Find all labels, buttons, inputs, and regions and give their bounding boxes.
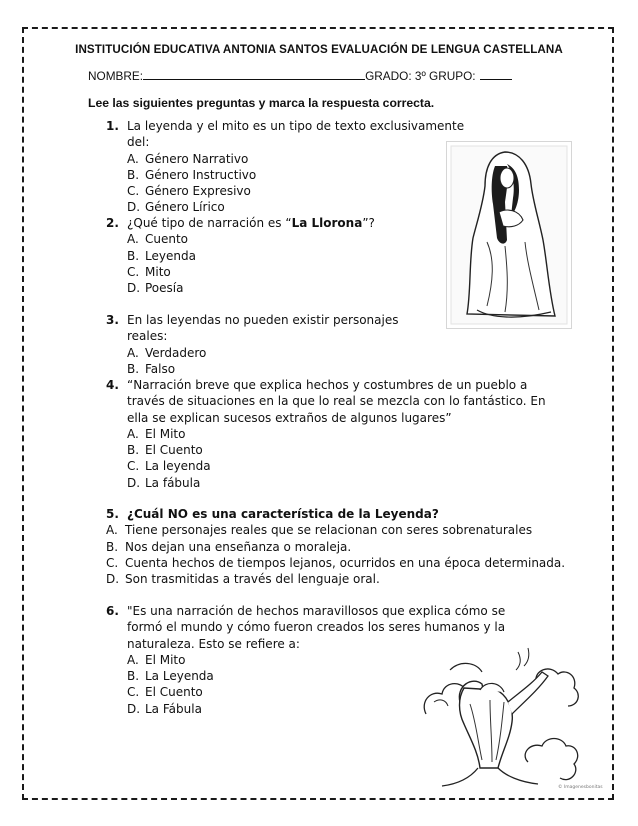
options-list [106, 345, 436, 378]
question-number: 3. [106, 313, 119, 327]
question-number: 6. [106, 604, 119, 618]
option-d[interactable]: D. Género Lírico [127, 200, 225, 215]
question-5 [106, 506, 566, 587]
option-a[interactable]: A. Tiene personajes reales que se relacionan con seres sobrenaturales [106, 523, 533, 538]
myth-illustration [420, 642, 582, 792]
question-1 [106, 118, 466, 216]
group-blank[interactable] [480, 68, 512, 80]
option-a[interactable]: A. Cuento [127, 232, 189, 247]
question-2 [106, 215, 426, 296]
option-c[interactable]: C. El Cuento [127, 685, 203, 700]
question-text: ¿Qué tipo de narración es “La Llorona”? [127, 216, 375, 230]
option-d[interactable]: D. Poesía [127, 281, 184, 296]
question-text: En las leyendas no pueden existir personajes reales: [127, 313, 399, 344]
llorona-icon [447, 142, 571, 328]
name-blank[interactable] [143, 68, 365, 80]
question-number: 1. [106, 119, 119, 133]
name-label: NOMBRE: [88, 69, 144, 83]
school-header: INSTITUCIÓN EDUCATIVA ANTONIA SANTOS EVALUACIÓN DE LENGUA CASTELLANA [75, 43, 563, 56]
option-d[interactable]: D. La fábula [127, 475, 201, 490]
option-b[interactable]: B. El Cuento [127, 443, 203, 458]
option-b[interactable]: B. Falso [127, 361, 176, 376]
option-a[interactable]: A. Verdadero [127, 345, 207, 360]
image-credit: © Imagenesbonitas [558, 785, 603, 790]
question-text: "Es una narración de hechos maravillosos que explica cómo se formó el mundo y cómo fueron creados los seres humanos y la naturaleza. Esto se refiere a: [127, 604, 506, 651]
bearded-god-icon [420, 642, 582, 792]
option-a[interactable]: A. El Mito [127, 652, 186, 667]
option-c[interactable]: C. La leyenda [127, 459, 211, 474]
options-list [106, 231, 426, 296]
question-3 [106, 312, 436, 377]
option-b[interactable]: B. Nos dejan una enseñanza o moraleja. [106, 539, 352, 554]
option-c[interactable]: C. Mito [127, 264, 171, 279]
options-list [106, 426, 546, 491]
options-list [106, 151, 466, 216]
options-list [106, 522, 566, 587]
llorona-title: La Llorona [291, 216, 363, 230]
option-a[interactable]: A. El Mito [127, 426, 186, 441]
question-text: La leyenda y el mito es un tipo de texto exclusivamente del: [127, 119, 465, 150]
option-b[interactable]: B. Leyenda [127, 248, 196, 263]
grade-label: GRADO: 3º GRUPO: [365, 69, 476, 83]
question-text: “Narración breve que explica hechos y costumbres de un pueblo a través de situaciones en la que lo real se mezcla con lo fantástico. En ella se explican sucesos extraños de algunos lugares” [127, 378, 546, 425]
question-number: 5. [106, 507, 119, 521]
option-d[interactable]: D. Son trasmitidas a través del lenguaje oral. [106, 572, 380, 587]
option-b[interactable]: B. La Leyenda [127, 669, 214, 684]
question-4 [106, 377, 546, 491]
student-info-line [88, 68, 512, 83]
option-d[interactable]: D. La Fábula [127, 701, 202, 716]
question-number: 2. [106, 216, 119, 230]
option-a[interactable]: A. Género Narrativo [127, 151, 249, 166]
question-text: ¿Cuál NO es una característica de la Leyenda? [127, 507, 439, 521]
question-number: 4. [106, 378, 119, 392]
llorona-illustration [446, 141, 572, 329]
instructions: Lee las siguientes preguntas y marca la respuesta correcta. [88, 96, 435, 110]
option-b[interactable]: B. Género Instructivo [127, 167, 257, 182]
option-c[interactable]: C. Cuenta hechos de tiempos lejanos, ocurridos en una época determinada. [106, 555, 566, 570]
option-c[interactable]: C. Género Expresivo [127, 184, 251, 199]
